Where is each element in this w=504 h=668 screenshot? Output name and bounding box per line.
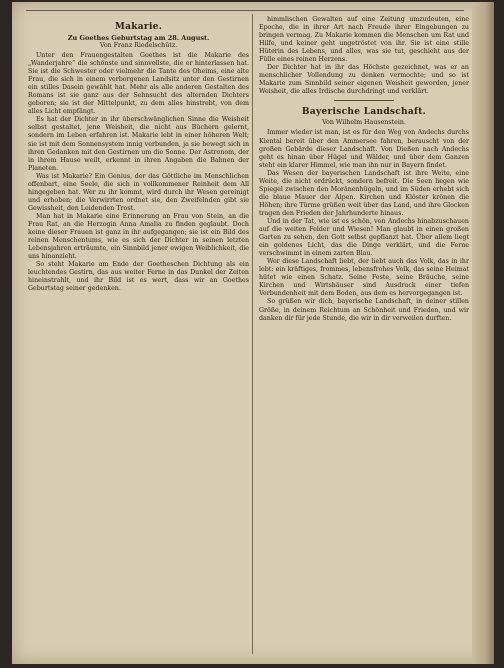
paragraph: Unter den Frauengestalten Goethes ist die Makarie des „Wanderjahre“ die schönste und sinnvollste, die er hinterlassen hat. Sie ist die Schwester oder vielmehr die Tante des Oheims, eine alte Frau, die sich in einem verborgenen Landsitz unter den Gestirnen ein stilles Dasein gewählt hat. Mehr als alle anderen Gestalten des Romans ist sie ganz aus der Sehnsucht des alternden Dichters geboren; sie ist der Mittelpunkt, zu dem alles hinstrebt, von dem alles Licht empfängt. [28, 52, 249, 116]
paragraph: Immer wieder ist man, ist es für den Weg von Andechs durchs Kiental bereit über den Ammersee fahren, berauscht von der großen Gebärde dieser Landschaft. Von Dießen nach Andechs geht es hinan über Hügel und Wälder, und über dem Ganzen steht ein klarer Himmel, wie man ihn nur in Bayern findet. [259, 129, 469, 169]
article-title-makarie: Makarie. [114, 22, 163, 32]
paragraph: Und in der Tat, wie ist es schön, von Andechs hinabzuschauen auf die weiten Felder und Wiesen! Man glaubt in einen großen Garten zu sehen, den Gott selbst gepflanzt hat. Über allem liegt ein goldenes Licht, das die Dinge verklärt, und die Ferne verschwimmt in einem zarten Blau. [259, 217, 469, 258]
article-subtitle: Zu Goethes Geburtstag am 28. August. [67, 34, 210, 42]
page-spine [472, 2, 494, 664]
paragraph: So steht Makarie am Ende der Goetheschen Dichtung als ein leuchtendes Gestirn, das aus weiter Ferne in das Dunkel der Zeiten hineinstrahlt, und ihr Bild ist es wert, dass wir an Goethes Geburtstag seiner gedenken. [28, 261, 249, 293]
paragraph: Wer diese Landschaft liebt, der liebt auch das Volk, das in ihr lebt: ein kräftiges, frommes, lebensfrohes Volk, das seine Heimat hütet wie einen Schatz. Seine Feste, seine Bräuche, seine Kirchen und Wirtshäuser sind Ausdruck einer tiefen Verbundenheit mit dem Boden, aus dem es hervorgegangen ist. [259, 258, 469, 298]
paragraph: himmlischen Gewalten auf eine Zeitung umzudeuten, eine Epoche, die in ihrer Art nach Freude ihrer Eingebungen zu bringen vermag. Zu Makarie kommen die Menschen um Rat und Hilfe, und keiner geht ungetröstet von ihr. Sie ist eine stille Hüterin des Lebens, und alles, was sie tut, geschieht aus der Fülle eines reinen Herzens. [259, 16, 469, 64]
article-byline: Von Wilhelm Hausenstein. [322, 119, 406, 127]
paragraph: Was ist Makarie? Ein Genius, der das Göttliche im Menschlichen offenbart, eine Seele, die sich in vollkommener Reinheit dem All hingegeben hat. Wer zu ihr kommt, wird durch ihr Wesen gereinigt und erhoben; die Verwirrten ordnet sie, den Zweifelnden gibt sie Gewissheit, den Leidenden Trost. [28, 172, 249, 212]
right-column [259, 16, 469, 654]
left-column [28, 16, 249, 654]
article-title-landschaft: Bayerische Landschaft. [301, 107, 427, 118]
paragraph: Es hat der Dichter in ihr überschwänglichen Sinne die Weisheit selbst gestaltet, jene Weisheit, die nicht aus Büchern gelernt, sondern im Leben erfahren ist. Makarie lebt in einer höheren Welt; sie ist mit dem Sonnensystem innig verbunden, ja sie bewegt sich in ihren Gedanken mit den Gestirnen um die Sonne. Der Astronom, der in ihrem Hause weilt, erkennt in ihren Angaben die Bahnen der Planeten. [28, 116, 249, 172]
article-byline: Von Franz Riedelschütz. [99, 42, 178, 49]
column-divider [252, 14, 253, 654]
paragraph: Man hat in Makarie eine Erinnerung an Frau von Stein, an die Frau Rat, an die Herzogin Anna Amalia zu finden geglaubt. Doch keine dieser Frauen ist ganz in ihr aufgegangen; sie ist ein Bild des reinen Menschentums, wie es sich der Dichter in seinen letzten Lebensjahren erträumte, ein Sinnbild jener ewigen Weiblichkeit, die uns hinanzieht. [28, 212, 249, 261]
newspaper-page [12, 2, 494, 664]
section-separator [334, 100, 394, 101]
paragraph: So grüßen wir dich, bayerische Landschaft, in deiner stillen Größe, in deinem Reichtum an Schönheit und Frieden, und wir danken dir für jede Stunde, die wir in dir verweilen durften. [259, 298, 469, 322]
header-rule [26, 10, 464, 11]
paragraph: Der Dichter hat in ihr das Höchste gezeichnet, was er an menschlicher Vollendung zu denken vermochte; und so ist Makarie zum Sinnbild seiner eigenen Weisheit geworden, jener Weisheit, die alles Irdische durchdringt und verklärt. [259, 64, 469, 96]
paragraph: Das Wesen der bayerischen Landschaft ist ihre Weite, eine Weite, die nicht erdrückt, sondern befreit. Die Seen liegen wie Spiegel zwischen den Moränenhügeln, und im Süden erhebt sich die blaue Mauer der Alpen. Kirchen und Klöster krönen die Höhen; ihre Türme grüßen weit über das Land, und ihre Glocken tragen den Frieden der Jahrhunderte hinaus. [259, 169, 469, 217]
